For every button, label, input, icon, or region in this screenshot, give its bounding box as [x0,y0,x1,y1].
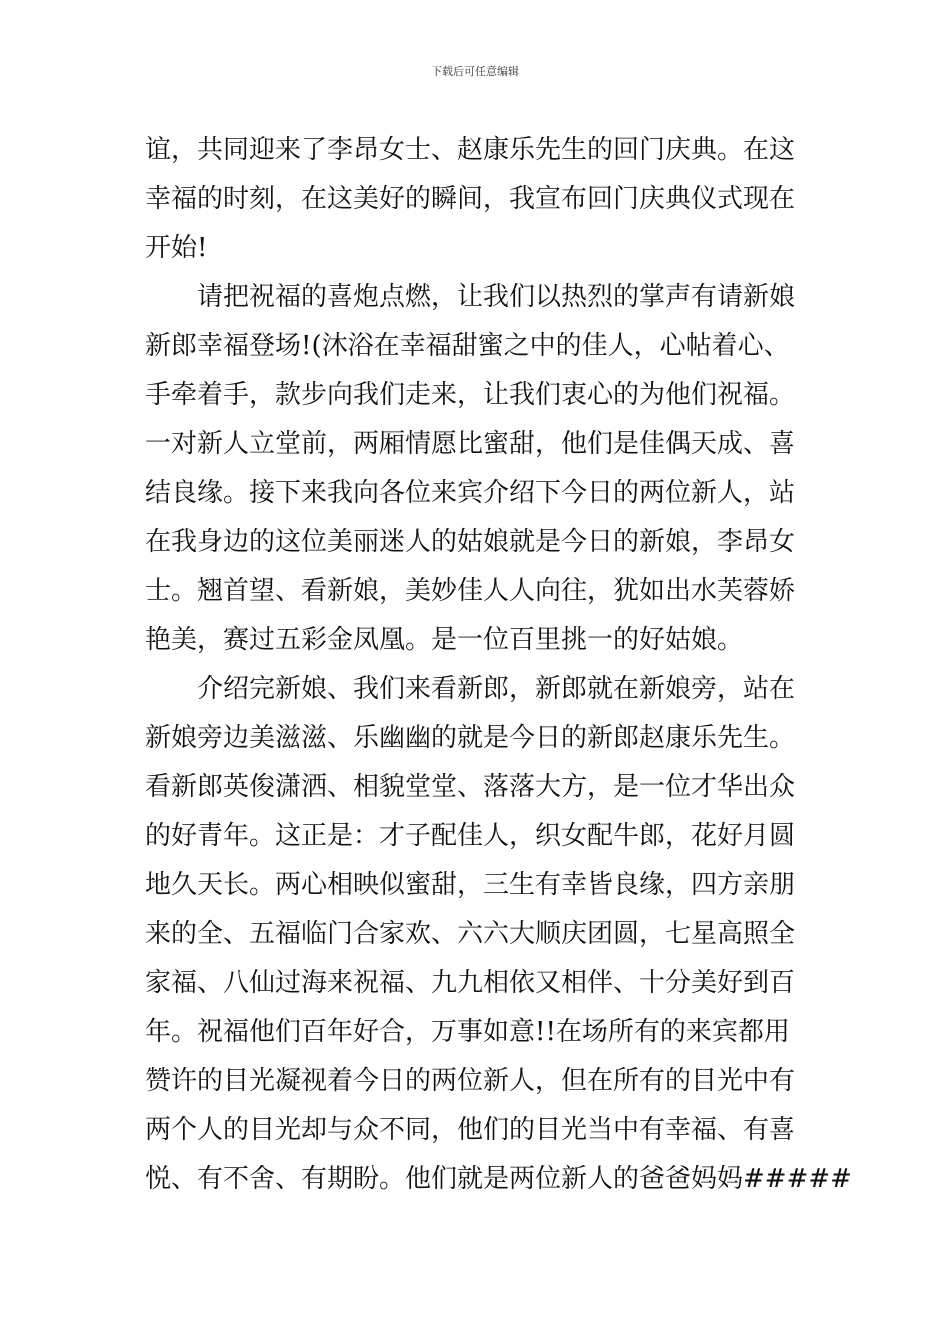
text-line: 谊，共同迎来了李昂女士、赵康乐先生的回门庆典。在这 [145,135,796,165]
text-line: 在我身边的这位美丽迷人的姑娘就是今日的新娘，李昂女 [145,527,796,557]
text-line: 手牵着手，款步向我们走来，让我们衷心的为他们祝福。 [145,380,796,410]
text-line: 看新郎英俊潇洒、相貌堂堂、落落大方，是一位才华出众 [145,772,796,802]
text-line: 新娘旁边美滋滋、乐幽幽的就是今日的新郎赵康乐先生。 [145,723,796,753]
paragraph-2 [145,273,809,665]
text-line: 开始! [145,233,208,263]
text-line: 两个人的目光却与众不同，他们的目光当中有幸福、有喜 [145,1115,796,1145]
paragraph-3 [145,665,852,1204]
paragraph-1 [145,126,809,273]
text-line: 士。翘首望、看新娘，美妙佳人人向往，犹如出水芙蓉娇 [145,576,796,606]
text-line: 来的全、五福临门合家欢、六六大顺庆团圆，七星高照全 [145,919,796,949]
text-line: 介绍完新娘、我们来看新郎，新郎就在新娘旁，站在 [197,674,796,704]
text-line: 请把祝福的喜炮点燃，让我们以热烈的掌声有请新娘 [197,282,796,312]
text-line: 结良缘。接下来我向各位来宾介绍下今日的两位新人，站 [145,478,796,508]
text-line: 艳美，赛过五彩金凤凰。是一位百里挑一的好姑娘。 [145,625,744,655]
text-line: 赞许的目光凝视着今日的两位新人，但在所有的目光中有 [145,1066,796,1096]
text-line: 家福、八仙过海来祝福、九九相依又相伴、十分美好到百 [145,968,796,998]
text-line: 幸福的时刻，在这美好的瞬间，我宣布回门庆典仪式现在 [145,184,796,214]
text-line: 一对新人立堂前，两厢情愿比蜜甜，他们是佳偶天成、喜 [145,429,796,459]
text-line: 的好青年。这正是：才子配佳人，织女配牛郎，花好月圆 [145,821,796,851]
page-header: 下载后可任意编辑 [431,65,519,78]
text-line: 地久天长。两心相映似蜜甜，三生有幸皆良缘，四方亲朋 [145,870,796,900]
document-body [145,126,852,1204]
text-line: 新郎幸福登场!(沐浴在幸福甜蜜之中的佳人，心帖着心、 [145,331,790,361]
text-line: 年。祝福他们百年好合，万事如意!!在场所有的来宾都用 [145,1017,790,1047]
text-line: 悦、有不舍、有期盼。他们就是两位新人的爸爸妈妈##### [145,1164,852,1194]
